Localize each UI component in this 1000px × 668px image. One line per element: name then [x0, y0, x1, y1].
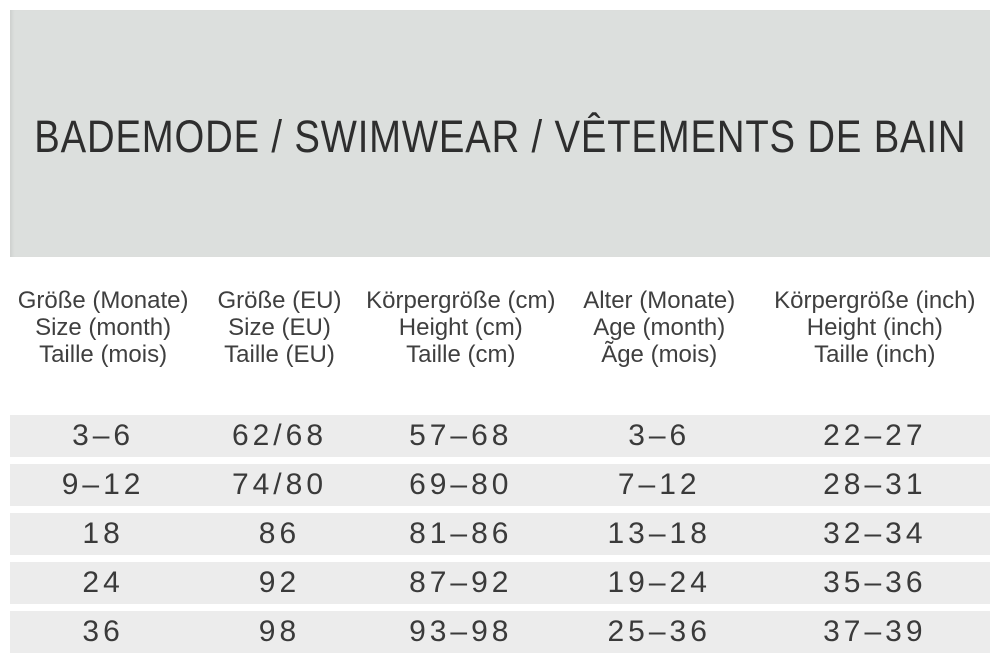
cell-height-inch: 22–27 [823, 419, 927, 452]
header-line-fr: Taille (EU) [224, 341, 335, 368]
column-header-age-month [559, 287, 760, 368]
table-row [10, 513, 990, 555]
table-row [10, 464, 990, 506]
table-row [10, 611, 990, 653]
page-title: BADEMODE / SWIMWEAR / VÊTEMENTS DE BAIN [33, 110, 967, 162]
cell-height-inch: 32–34 [823, 517, 927, 550]
cell-age-month: 13–18 [607, 517, 711, 550]
table-header-row [10, 287, 990, 368]
header-line-en: Height (inch) [806, 314, 943, 341]
header-line-en: Height (cm) [398, 314, 523, 341]
cell-age-month: 25–36 [607, 615, 711, 648]
header-line-fr: Ãge (mois) [601, 341, 718, 368]
cell-size-month: 18 [82, 517, 124, 550]
cell-size-eu: 62/68 [231, 419, 328, 452]
cell-height-cm: 69–80 [409, 468, 513, 501]
cell-size-month: 24 [82, 566, 124, 599]
banner [10, 10, 990, 257]
header-line-en: Size (EU) [228, 314, 331, 341]
cell-height-inch: 37–39 [823, 615, 927, 648]
header-line-fr: Taille (cm) [406, 341, 516, 368]
column-header-size-month [10, 287, 196, 368]
header-line-de: Alter (Monate) [583, 287, 736, 314]
table-row [10, 415, 990, 457]
header-line-de: Größe (Monate) [17, 287, 189, 314]
cell-height-cm: 87–92 [409, 566, 513, 599]
cell-size-month: 9–12 [61, 468, 145, 501]
header-line-de: Körpergröße (cm) [366, 287, 556, 314]
cell-age-month: 3–6 [628, 419, 691, 452]
cell-size-eu: 92 [258, 566, 301, 599]
cell-height-inch: 35–36 [823, 566, 927, 599]
cell-height-cm: 57–68 [409, 419, 513, 452]
cell-size-eu: 74/80 [231, 468, 328, 501]
column-header-size-eu [196, 287, 363, 368]
cell-height-cm: 93–98 [409, 615, 513, 648]
header-line-de: Körpergröße (inch) [774, 287, 976, 314]
header-line-fr: Taille (mois) [39, 341, 168, 368]
cell-height-inch: 28–31 [823, 468, 927, 501]
column-header-height-inch [760, 287, 990, 368]
header-line-de: Größe (EU) [217, 287, 342, 314]
cell-height-cm: 81–86 [409, 517, 513, 550]
header-line-en: Age (month) [593, 314, 726, 341]
cell-age-month: 19–24 [607, 566, 711, 599]
cell-size-eu: 86 [258, 517, 301, 550]
size-chart-page [0, 10, 1000, 668]
cell-size-eu: 98 [258, 615, 301, 648]
column-header-height-cm [363, 287, 559, 368]
cell-size-month: 3–6 [72, 419, 135, 452]
header-line-en: Size (month) [35, 314, 172, 341]
table-body [0, 415, 1000, 653]
table-row [10, 562, 990, 604]
cell-size-month: 36 [82, 615, 124, 648]
header-line-fr: Taille (inch) [814, 341, 936, 368]
cell-age-month: 7–12 [617, 468, 701, 501]
